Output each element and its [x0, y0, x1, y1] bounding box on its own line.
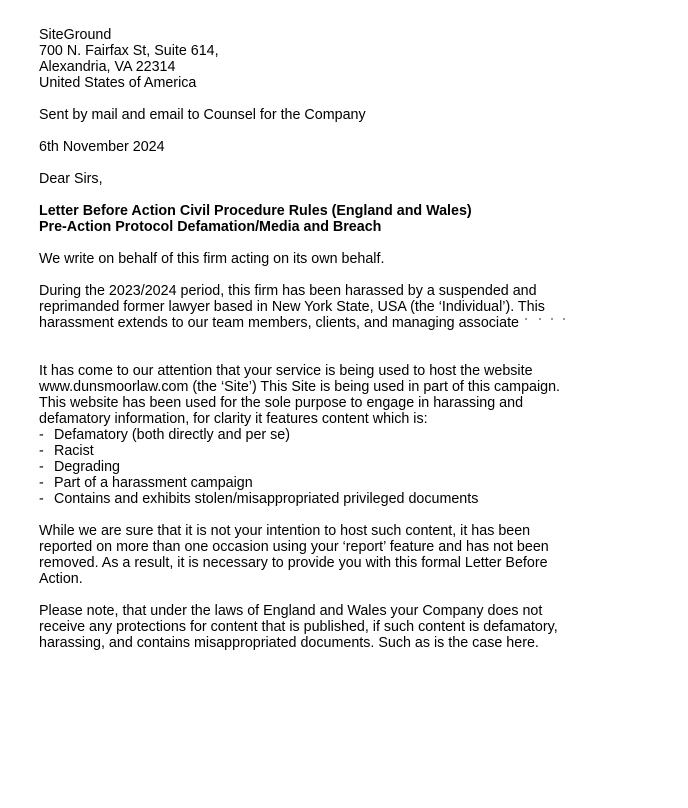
paragraph-3	[39, 363, 669, 427]
paragraph-line: Please note, that under the laws of England and Wales your Company does not	[39, 603, 543, 619]
list-item-text: Defamatory (both directly and per se)	[54, 427, 291, 443]
bullet-dash: -	[39, 491, 44, 507]
list-item	[39, 443, 669, 459]
bullet-dash: -	[39, 443, 44, 459]
paragraph-line: removed. As a result, it is necessary to provide you with this formal Letter Before	[39, 555, 548, 571]
bullet-dash: -	[39, 475, 44, 491]
list-item	[39, 475, 669, 491]
address-line-1: SiteGround	[39, 27, 112, 43]
list-item-text: Racist	[54, 443, 94, 459]
paragraph-line: This website has been used for the sole purpose to engage in harassing and	[39, 395, 524, 411]
address-line-4: United States of America	[39, 75, 197, 91]
paragraph-line: reprimanded former lawyer based in New York State, USA (the ‘Individual’). This	[39, 299, 545, 315]
address-line-2: 700 N. Fairfax St, Suite 614,	[39, 43, 219, 59]
letter-date	[39, 139, 669, 155]
list-item-text: Degrading	[54, 459, 120, 475]
list-item	[39, 427, 669, 443]
list-item-text: Part of a harassment campaign	[54, 475, 253, 491]
paragraph-line: It has come to our attention that your service is being used to host the website	[39, 363, 533, 379]
list-item-text: Contains and exhibits stolen/misappropriated privileged documents	[54, 491, 479, 507]
address-line-3: Alexandria, VA 22314	[39, 59, 176, 75]
bullet-dash: -	[39, 427, 44, 443]
delivery-text: Sent by mail and email to Counsel for the Company	[39, 107, 366, 123]
recipient-address	[39, 27, 669, 91]
redaction-smudge	[519, 317, 565, 327]
paragraph-4	[39, 523, 669, 587]
paragraph-line-text: harassment extends to our team members, clients, and managing associate	[39, 315, 519, 331]
date-text: 6th November 2024	[39, 139, 165, 155]
bullet-dash: -	[39, 459, 44, 475]
paragraph-line: During the 2023/2024 period, this firm has been harassed by a suspended and	[39, 283, 537, 299]
paragraph-5	[39, 603, 669, 651]
list-item	[39, 459, 669, 475]
paragraph-line: harassing, and contains misappropriated documents. Such as is the case here.	[39, 635, 539, 651]
subject-line-1: Letter Before Action Civil Procedure Rules (England and Wales)	[39, 203, 472, 219]
letter-subject	[39, 203, 669, 235]
paragraph-line: www.dunsmoorlaw.com (the ‘Site’) This Site is being used in part of this campaign.	[39, 379, 561, 395]
list-item	[39, 491, 669, 507]
paragraph-1	[39, 251, 669, 267]
delivery-note	[39, 107, 669, 123]
letter-page	[39, 27, 669, 651]
subject-line-2: Pre-Action Protocol Defamation/Media and Breach	[39, 219, 382, 235]
salutation	[39, 171, 669, 187]
paragraph-line: defamatory information, for clarity it features content which is:	[39, 411, 428, 427]
paragraph-line: receive any protections for content that is published, if such content is defamatory,	[39, 619, 558, 635]
paragraph-line: We write on behalf of this firm acting on its own behalf.	[39, 251, 385, 267]
paragraph-line: While we are sure that it is not your intention to host such content, it has been	[39, 523, 531, 539]
content-list	[39, 427, 669, 507]
paragraph-line: Action.	[39, 571, 83, 587]
paragraph-2	[39, 283, 669, 331]
paragraph-line-with-redaction	[39, 315, 669, 331]
paragraph-line: reported on more than one occasion using your ‘report’ feature and has not been	[39, 539, 549, 555]
salutation-text: Dear Sirs,	[39, 171, 103, 187]
